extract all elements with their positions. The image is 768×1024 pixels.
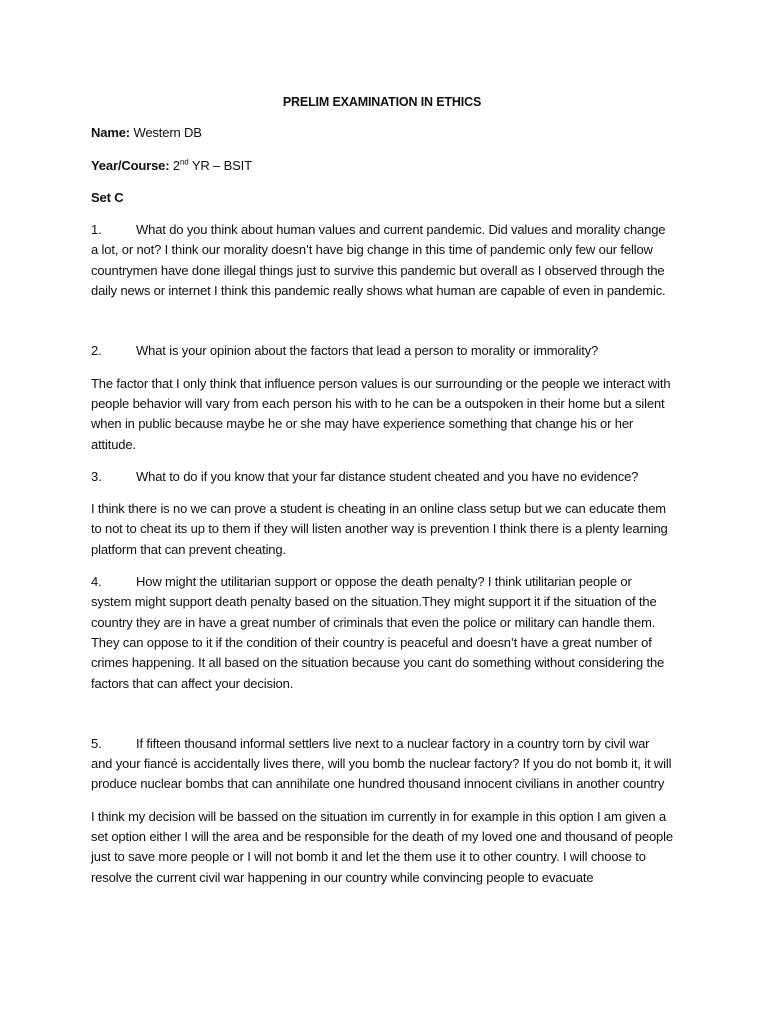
document-body	[91, 92, 673, 900]
question-5	[91, 734, 673, 795]
question-number: 3.	[91, 468, 102, 484]
question-1	[91, 220, 673, 301]
question-number: 1.	[91, 222, 102, 238]
answer-2: The factor that I only think that influence person values is our surrounding or the people we interact with people behavior will vary from each person his with to he can be a outspoken in their home but a silent when in public because maybe he or she may have experience something that change his or her attitude.	[91, 375, 671, 452]
name-value: Western DB	[133, 125, 202, 141]
year-ordinal-suffix: nd	[179, 157, 189, 167]
question-4	[91, 572, 673, 694]
question-number: 2.	[91, 343, 102, 359]
year-course-line	[91, 156, 673, 176]
exam-set: Set C	[91, 189, 124, 205]
question-2	[91, 341, 673, 361]
question-number: 5.	[91, 735, 102, 751]
question-text: How might the utilitarian support or oppose the death penalty? I think utilitarian people or system might support death penalty based on the situation.They might support it if the situation of the country they are in have a great number of criminals that even the police or military can handle them. They can oppose to it if the condition of their country is peaceful and doesn’t have a great number of crimes happening. It all based on the situation because you cant do something without considering the factors that can affect your decision.	[91, 574, 665, 691]
year-course-value: YR – BSIT	[191, 157, 252, 173]
name-label: Name:	[91, 125, 130, 141]
question-text: What do you think about human values and current pandemic. Did values and morality change a lot, or not? I think our morality doesn’t have big change in this time of pandemic only few our fellow countrymen have done illegal things just to survive this pandemic but overall as I observed through the daily news or internet I think this pandemic really shows what human are capable of even in pandemic.	[91, 222, 666, 299]
document-title: PRELIM EXAMINATION IN ETHICS	[282, 95, 482, 109]
answer-3: I think there is no we can prove a student is cheating in an online class setup but we can educate them to not to cheat its up to them if they will listen another way is prevention I think there is a plenty learning platform that can prevent cheating.	[91, 501, 668, 557]
year-number: 2	[172, 157, 180, 173]
question-text: What to do if you know that your far distance student cheated and you have no evidence?	[136, 468, 639, 484]
spacer	[91, 706, 673, 734]
question-text: If fifteen thousand informal settlers live next to a nuclear factory in a country torn by civil war and your fiancé is accidentally lives there, will you bomb the nuclear factory? If you do not bomb it, it will produce nuclear bombs that can annihilate one hundred thousand innocent civilians in another country	[91, 735, 672, 792]
answer-5: I think my decision will be bassed on the situation im currently in for example in this option I am given a set option either I will the area and be responsible for the death of my loved one and thousand of people just to save more people or I will not bomb it and let the them use it to other country. I will choose to resolve the current civil war happening in our country while convincing people to evacuate	[91, 808, 673, 885]
question-text: What is your opinion about the factors that lead a person to morality or immorality?	[136, 343, 599, 359]
name-line	[91, 123, 673, 143]
question-3	[91, 467, 673, 487]
question-number: 4.	[91, 574, 102, 590]
year-course-label: Year/Course:	[91, 157, 170, 173]
spacer	[91, 313, 673, 341]
